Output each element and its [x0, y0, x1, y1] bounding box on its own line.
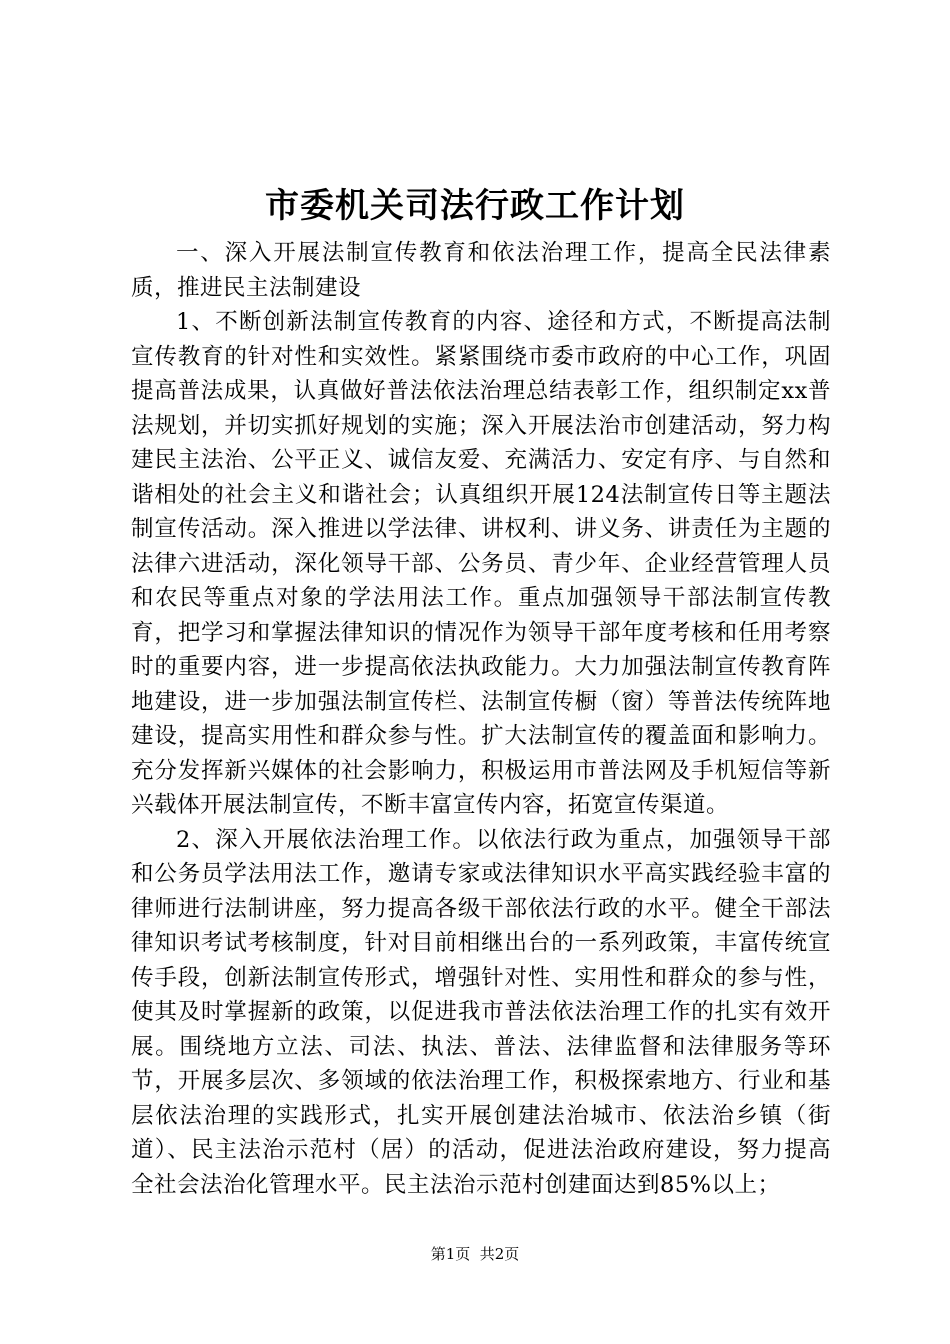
page-footer — [0, 1244, 950, 1264]
body-paragraph-1: 1、不断创新法制宣传教育的内容、途径和方式，不断提高法制宣传教育的针对性和实效性。紧紧围绕市委市政府的中心工作，巩固提高普法成果，认真做好普法依法治理总结表彰工作，组织制定xx普法规划，并切实抓好规划的实施；深入开展法治市创建活动，努力构建民主法治、公平正义、诚信友爱、充满活力、安定有序、与自然和谐相处的社会主义和谐社会；认真组织开展124法制宣传日等主题法制宣传活动。深入推进以学法律、讲权利、讲义务、讲责任为主题的法律六进活动，深化领导干部、公务员、青少年、企业经营管理人员和农民等重点对象的学法用法工作。重点加强领导干部法制宣传教育，把学习和掌握法律知识的情况作为领导干部年度考核和任用考察时的重要内容，进一步提高依法执政能力。大力加强法制宣传教育阵地建设，进一步加强法制宣传栏、法制宣传橱（窗）等普法传统阵地建设，提高实用性和群众参与性。扩大法制宣传的覆盖面和影响力。充分发挥新兴媒体的社会影响力，积极运用市普法网及手机短信等新兴载体开展法制宣传，不断丰富宣传内容，拓宽宣传渠道。 — [131, 309, 831, 818]
page-number: 第1页 共2页 — [430, 1245, 520, 1263]
document-body — [131, 236, 831, 1202]
document-title: 市委机关司法行政工作计划 — [265, 186, 685, 226]
section-heading-paragraph: 一、深入开展法制宣传教育和依法治理工作，提高全民法律素质，推进民主法制建设 — [131, 240, 831, 301]
body-paragraph-2: 2、深入开展依法治理工作。以依法行政为重点，加强领导干部和公务员学法用法工作，邀请专家或法律知识水平高实践经验丰富的律师进行法制讲座，努力提高各级干部依法行政的水平。健全干部法律知识考试考核制度，针对目前相继出台的一系列政策，丰富传统宣传手段，创新法制宣传形式，增强针对性、实用性和群众的参与性，使其及时掌握新的政策，以促进我市普法依法治理工作的扎实有效开展。围绕地方立法、司法、执法、普法、法律监督和法律服务等环节，开展多层次、多领域的依法治理工作，积极探索地方、行业和基层依法治理的实践形式，扎实开展创建法治城市、依法治乡镇（街道）、民主法治示范村（居）的活动，促进法治政府建设，努力提高全社会法治化管理水平。民主法治示范村创建面达到85%以上； — [131, 826, 831, 1198]
